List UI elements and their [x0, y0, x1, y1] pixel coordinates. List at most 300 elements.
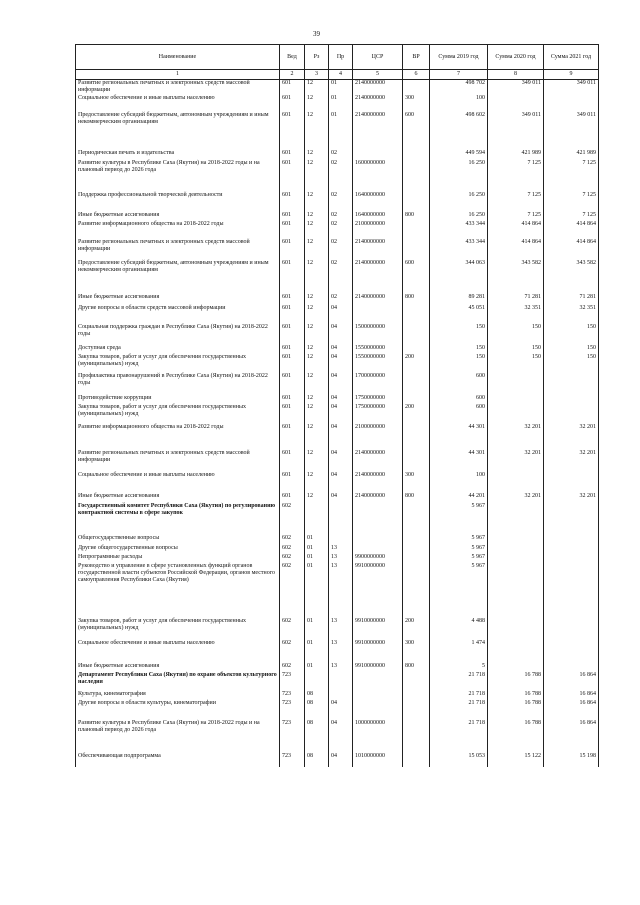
row-pr-cell: 02: [329, 160, 353, 192]
row-rz-cell: 12: [305, 95, 329, 112]
row-sum-2021-cell: [544, 554, 599, 563]
row-rz-cell: 12: [305, 424, 329, 450]
row-ved-cell: 601: [280, 192, 305, 212]
row-sum-2020-cell: 15 122: [488, 753, 544, 767]
row-name-cell: Развитие региональных печатных и электронных средств массовой информации: [76, 450, 280, 472]
row-sum-2019-cell: 600: [430, 404, 488, 424]
table-row: [76, 239, 599, 260]
row-csr-cell: 1750000000: [353, 395, 403, 404]
row-sum-2020-cell: 414 864: [488, 239, 544, 260]
row-sum-2020-cell: [488, 373, 544, 395]
header-index-cell: 7: [430, 70, 488, 80]
row-sum-2019-cell: 5 967: [430, 535, 488, 545]
row-sum-2019-cell: 498 702: [430, 80, 488, 96]
row-sum-2020-cell: [488, 663, 544, 672]
row-csr-cell: [353, 700, 403, 720]
row-pr-cell: [329, 691, 353, 700]
row-sum-2020-cell: 150: [488, 345, 544, 354]
row-rz-cell: 12: [305, 324, 329, 345]
row-name-cell: Доступная среда: [76, 345, 280, 354]
row-ved-cell: 602: [280, 545, 305, 554]
row-csr-cell: 2140000000: [353, 239, 403, 260]
row-sum-2019-cell: 150: [430, 354, 488, 373]
row-vr-cell: [403, 691, 430, 700]
row-pr-cell: 01: [329, 80, 353, 96]
row-name-cell: Развитие региональных печатных и электронных средств массовой информации: [76, 80, 280, 96]
row-name-cell: Поддержка профессиональной творческой деятельности: [76, 192, 280, 212]
row-ved-cell: 601: [280, 160, 305, 192]
header-index-cell: 5: [353, 70, 403, 80]
row-vr-cell: [403, 160, 430, 192]
row-name-cell: Закупка товаров, работ и услуг для обеспечения государственных (муниципальных) нужд: [76, 404, 280, 424]
row-pr-cell: 02: [329, 294, 353, 305]
table-row: [76, 700, 599, 720]
row-pr-cell: 01: [329, 112, 353, 150]
row-vr-cell: 300: [403, 472, 430, 493]
header-index-row: [76, 70, 599, 80]
header-vr: ВР: [403, 45, 430, 70]
row-pr-cell: [329, 672, 353, 691]
row-rz-cell: 01: [305, 663, 329, 672]
row-csr-cell: 2140000000: [353, 95, 403, 112]
row-sum-2019-cell: 100: [430, 95, 488, 112]
row-sum-2020-cell: [488, 535, 544, 545]
row-ved-cell: 601: [280, 472, 305, 493]
row-rz-cell: 12: [305, 354, 329, 373]
row-pr-cell: 02: [329, 212, 353, 221]
row-pr-cell: 13: [329, 618, 353, 640]
row-vr-cell: [403, 563, 430, 618]
row-sum-2021-cell: 32 201: [544, 493, 599, 503]
row-vr-cell: [403, 324, 430, 345]
row-name-cell: Профилактика правонарушений в Республике Саха (Якутия) на 2018-2022 годы: [76, 373, 280, 395]
row-ved-cell: 601: [280, 80, 305, 96]
row-pr-cell: 04: [329, 354, 353, 373]
row-csr-cell: 1640000000: [353, 192, 403, 212]
row-csr-cell: 1640000000: [353, 212, 403, 221]
row-sum-2020-cell: 71 281: [488, 294, 544, 305]
row-vr-cell: [403, 150, 430, 160]
row-sum-2021-cell: [544, 404, 599, 424]
row-sum-2019-cell: 89 281: [430, 294, 488, 305]
row-sum-2019-cell: 449 594: [430, 150, 488, 160]
row-vr-cell: 600: [403, 260, 430, 294]
row-pr-cell: [329, 503, 353, 535]
row-vr-cell: [403, 239, 430, 260]
row-vr-cell: [403, 345, 430, 354]
row-pr-cell: 04: [329, 324, 353, 345]
table-row: [76, 305, 599, 324]
row-rz-cell: 12: [305, 221, 329, 239]
row-sum-2020-cell: 414 864: [488, 221, 544, 239]
row-sum-2021-cell: [544, 640, 599, 663]
row-sum-2020-cell: [488, 472, 544, 493]
row-rz-cell: 12: [305, 493, 329, 503]
row-rz-cell: 12: [305, 404, 329, 424]
row-vr-cell: 800: [403, 493, 430, 503]
row-pr-cell: 04: [329, 305, 353, 324]
row-rz-cell: 12: [305, 294, 329, 305]
row-sum-2020-cell: 150: [488, 324, 544, 345]
row-ved-cell: 602: [280, 563, 305, 618]
row-sum-2019-cell: 150: [430, 324, 488, 345]
header-index-cell: 1: [76, 70, 280, 80]
row-ved-cell: 723: [280, 700, 305, 720]
row-ved-cell: 601: [280, 424, 305, 450]
row-sum-2020-cell: 32 201: [488, 424, 544, 450]
row-csr-cell: [353, 535, 403, 545]
row-sum-2020-cell: 7 125: [488, 160, 544, 192]
table-row: [76, 150, 599, 160]
row-ved-cell: 601: [280, 450, 305, 472]
row-sum-2020-cell: 349 011: [488, 112, 544, 150]
row-csr-cell: [353, 545, 403, 554]
table-row: [76, 260, 599, 294]
row-name-cell: Социальное обеспечение и иные выплаты населению: [76, 640, 280, 663]
row-vr-cell: 800: [403, 212, 430, 221]
row-sum-2020-cell: 32 201: [488, 450, 544, 472]
row-sum-2021-cell: 32 201: [544, 424, 599, 450]
row-csr-cell: 1600000000: [353, 160, 403, 192]
row-sum-2020-cell: 343 582: [488, 260, 544, 294]
row-vr-cell: [403, 450, 430, 472]
row-sum-2021-cell: [544, 545, 599, 554]
row-sum-2021-cell: [544, 663, 599, 672]
row-sum-2020-cell: 7 125: [488, 192, 544, 212]
table-body: [76, 80, 599, 768]
header-index-cell: 9: [544, 70, 599, 80]
row-ved-cell: 723: [280, 720, 305, 753]
row-sum-2019-cell: 15 053: [430, 753, 488, 767]
row-csr-cell: [353, 691, 403, 700]
row-rz-cell: [305, 503, 329, 535]
row-csr-cell: 2140000000: [353, 294, 403, 305]
table-row: [76, 672, 599, 691]
row-ved-cell: 601: [280, 305, 305, 324]
header-ved: Вед: [280, 45, 305, 70]
table-row: [76, 80, 599, 96]
row-rz-cell: 12: [305, 450, 329, 472]
row-sum-2021-cell: 7 125: [544, 160, 599, 192]
row-name-cell: Социальное обеспечение и иные выплаты населению: [76, 95, 280, 112]
row-sum-2021-cell: 349 011: [544, 112, 599, 150]
table-header: [76, 45, 599, 80]
row-sum-2020-cell: 150: [488, 354, 544, 373]
row-pr-cell: 04: [329, 700, 353, 720]
table-row: [76, 373, 599, 395]
table-row: [76, 618, 599, 640]
row-ved-cell: 601: [280, 112, 305, 150]
row-vr-cell: [403, 424, 430, 450]
row-sum-2019-cell: 5 967: [430, 554, 488, 563]
row-rz-cell: 01: [305, 640, 329, 663]
header-index-cell: 6: [403, 70, 430, 80]
header-index-cell: 2: [280, 70, 305, 80]
row-rz-cell: 12: [305, 345, 329, 354]
row-pr-cell: 13: [329, 563, 353, 618]
row-name-cell: Департамент Республики Саха (Якутия) по охране объектов культурного наследия: [76, 672, 280, 691]
table-row: [76, 450, 599, 472]
row-csr-cell: 1550000000: [353, 345, 403, 354]
row-ved-cell: 601: [280, 493, 305, 503]
header-sum-2019: Сумма 2019 год: [430, 45, 488, 70]
table-row: [76, 160, 599, 192]
table-row: [76, 95, 599, 112]
table-row: [76, 545, 599, 554]
row-ved-cell: 601: [280, 404, 305, 424]
row-sum-2021-cell: 16 864: [544, 720, 599, 753]
row-rz-cell: 08: [305, 720, 329, 753]
row-ved-cell: 602: [280, 618, 305, 640]
row-name-cell: Иные бюджетные ассигнования: [76, 493, 280, 503]
header-csr: ЦСР: [353, 45, 403, 70]
row-rz-cell: 12: [305, 192, 329, 212]
row-sum-2021-cell: 32 201: [544, 450, 599, 472]
row-sum-2019-cell: 4 488: [430, 618, 488, 640]
row-rz-cell: [305, 672, 329, 691]
row-sum-2019-cell: 44 201: [430, 493, 488, 503]
row-sum-2020-cell: 32 201: [488, 493, 544, 503]
row-name-cell: Закупка товаров, работ и услуг для обеспечения государственных (муниципальных) нужд: [76, 618, 280, 640]
row-pr-cell: 04: [329, 493, 353, 503]
row-ved-cell: 723: [280, 753, 305, 767]
row-sum-2020-cell: [488, 545, 544, 554]
row-sum-2019-cell: 5 967: [430, 563, 488, 618]
row-sum-2021-cell: [544, 95, 599, 112]
row-vr-cell: [403, 503, 430, 535]
row-rz-cell: 01: [305, 618, 329, 640]
row-sum-2021-cell: 16 864: [544, 672, 599, 691]
row-vr-cell: [403, 535, 430, 545]
row-ved-cell: 601: [280, 373, 305, 395]
row-sum-2021-cell: 7 125: [544, 212, 599, 221]
row-vr-cell: 200: [403, 354, 430, 373]
table-row: [76, 404, 599, 424]
row-rz-cell: 12: [305, 239, 329, 260]
row-pr-cell: 04: [329, 720, 353, 753]
row-sum-2021-cell: 15 198: [544, 753, 599, 767]
row-csr-cell: 9910000000: [353, 618, 403, 640]
row-ved-cell: 601: [280, 95, 305, 112]
row-name-cell: Развитие информационного общества на 2018-2022 годы: [76, 221, 280, 239]
table-row: [76, 720, 599, 753]
row-vr-cell: [403, 80, 430, 96]
row-sum-2019-cell: 1 474: [430, 640, 488, 663]
row-sum-2019-cell: 344 063: [430, 260, 488, 294]
row-csr-cell: 2140000000: [353, 112, 403, 150]
table-row: [76, 493, 599, 503]
row-ved-cell: 601: [280, 395, 305, 404]
row-name-cell: Развитие информационного общества на 2018-2022 годы: [76, 424, 280, 450]
row-pr-cell: 13: [329, 663, 353, 672]
row-pr-cell: 04: [329, 753, 353, 767]
row-sum-2019-cell: 100: [430, 472, 488, 493]
row-name-cell: Другие вопросы в области средств массовой информации: [76, 305, 280, 324]
row-name-cell: Руководство и управление в сфере установленных функций органов государственной власти субъектов Российской Федерации, органов местного самоуправления Республики Саха (Якутия): [76, 563, 280, 618]
table-row: [76, 345, 599, 354]
row-vr-cell: [403, 305, 430, 324]
row-pr-cell: 04: [329, 472, 353, 493]
row-sum-2020-cell: [488, 563, 544, 618]
row-sum-2021-cell: 349 011: [544, 80, 599, 96]
table-row: [76, 212, 599, 221]
row-rz-cell: 12: [305, 260, 329, 294]
row-sum-2020-cell: [488, 395, 544, 404]
row-pr-cell: 02: [329, 239, 353, 260]
row-sum-2021-cell: [544, 373, 599, 395]
row-pr-cell: 02: [329, 192, 353, 212]
row-rz-cell: 12: [305, 472, 329, 493]
row-sum-2019-cell: 600: [430, 373, 488, 395]
row-sum-2019-cell: 600: [430, 395, 488, 404]
row-csr-cell: [353, 503, 403, 535]
row-sum-2021-cell: [544, 563, 599, 618]
row-ved-cell: 723: [280, 691, 305, 700]
row-csr-cell: 1750000000: [353, 404, 403, 424]
row-rz-cell: 12: [305, 112, 329, 150]
row-rz-cell: 08: [305, 700, 329, 720]
row-vr-cell: [403, 672, 430, 691]
header-pr: Пр: [329, 45, 353, 70]
row-name-cell: Предоставление субсидий бюджетным, автономным учреждениям и иным некоммерческим организациям: [76, 112, 280, 150]
row-sum-2019-cell: 45 051: [430, 305, 488, 324]
row-vr-cell: 300: [403, 95, 430, 112]
row-sum-2019-cell: 5 967: [430, 545, 488, 554]
table-row: [76, 221, 599, 239]
header-sum-2020: Сумма 2020 год: [488, 45, 544, 70]
row-name-cell: Противодействие коррупции: [76, 395, 280, 404]
row-sum-2019-cell: 5: [430, 663, 488, 672]
row-csr-cell: 2140000000: [353, 260, 403, 294]
row-pr-cell: 01: [329, 95, 353, 112]
row-name-cell: Иные бюджетные ассигнования: [76, 294, 280, 305]
row-rz-cell: 01: [305, 535, 329, 545]
row-rz-cell: 12: [305, 150, 329, 160]
table-row: [76, 691, 599, 700]
row-csr-cell: 2100000000: [353, 424, 403, 450]
row-ved-cell: 601: [280, 324, 305, 345]
row-sum-2021-cell: [544, 395, 599, 404]
header-index-cell: 3: [305, 70, 329, 80]
row-ved-cell: 601: [280, 354, 305, 373]
row-sum-2021-cell: 150: [544, 345, 599, 354]
row-sum-2019-cell: 16 250: [430, 212, 488, 221]
row-vr-cell: [403, 554, 430, 563]
row-sum-2021-cell: 150: [544, 324, 599, 345]
row-ved-cell: 602: [280, 503, 305, 535]
row-rz-cell: 12: [305, 395, 329, 404]
row-sum-2020-cell: 16 788: [488, 672, 544, 691]
table-row: [76, 535, 599, 545]
row-sum-2020-cell: 16 788: [488, 700, 544, 720]
page-number: 39: [313, 30, 320, 38]
row-rz-cell: 08: [305, 691, 329, 700]
row-rz-cell: 12: [305, 80, 329, 96]
table-row: [76, 112, 599, 150]
row-pr-cell: 02: [329, 221, 353, 239]
row-rz-cell: 01: [305, 554, 329, 563]
row-sum-2019-cell: 16 250: [430, 192, 488, 212]
row-csr-cell: 9900000000: [353, 554, 403, 563]
row-vr-cell: 600: [403, 112, 430, 150]
row-sum-2020-cell: [488, 618, 544, 640]
row-ved-cell: 601: [280, 150, 305, 160]
row-name-cell: Общегосударственные вопросы: [76, 535, 280, 545]
row-name-cell: Социальное обеспечение и иные выплаты населению: [76, 472, 280, 493]
row-sum-2019-cell: 16 250: [430, 160, 488, 192]
row-sum-2019-cell: 21 718: [430, 720, 488, 753]
row-sum-2021-cell: 7 125: [544, 192, 599, 212]
row-rz-cell: 12: [305, 373, 329, 395]
row-vr-cell: 200: [403, 618, 430, 640]
row-csr-cell: 1000000000: [353, 720, 403, 753]
row-pr-cell: 13: [329, 545, 353, 554]
row-vr-cell: [403, 700, 430, 720]
row-pr-cell: 04: [329, 395, 353, 404]
budget-table: [75, 44, 599, 767]
row-rz-cell: 12: [305, 212, 329, 221]
row-pr-cell: [329, 535, 353, 545]
row-csr-cell: 9910000000: [353, 563, 403, 618]
row-name-cell: Закупка товаров, работ и услуг для обеспечения государственных (муниципальных) нужд: [76, 354, 280, 373]
table-row: [76, 554, 599, 563]
row-pr-cell: 04: [329, 373, 353, 395]
row-ved-cell: 602: [280, 640, 305, 663]
row-sum-2021-cell: 150: [544, 354, 599, 373]
table-row: [76, 753, 599, 767]
row-csr-cell: 9910000000: [353, 640, 403, 663]
row-name-cell: Обеспечивающая подпрограмма: [76, 753, 280, 767]
row-csr-cell: 1550000000: [353, 354, 403, 373]
table-row: [76, 324, 599, 345]
row-csr-cell: 2140000000: [353, 493, 403, 503]
table-row: [76, 395, 599, 404]
row-vr-cell: [403, 221, 430, 239]
row-sum-2019-cell: 44 301: [430, 450, 488, 472]
table-row: [76, 192, 599, 212]
row-sum-2021-cell: [544, 535, 599, 545]
row-sum-2020-cell: [488, 503, 544, 535]
row-ved-cell: 601: [280, 221, 305, 239]
table-row: [76, 563, 599, 618]
row-csr-cell: 1500000000: [353, 324, 403, 345]
header-rz: Рз: [305, 45, 329, 70]
row-sum-2020-cell: [488, 554, 544, 563]
row-name-cell: Другие вопросы в области культуры, кинематографии: [76, 700, 280, 720]
row-name-cell: Иные бюджетные ассигнования: [76, 212, 280, 221]
row-csr-cell: 2140000000: [353, 472, 403, 493]
row-vr-cell: [403, 192, 430, 212]
row-sum-2021-cell: 414 864: [544, 239, 599, 260]
row-vr-cell: 800: [403, 663, 430, 672]
row-sum-2021-cell: 16 864: [544, 691, 599, 700]
row-vr-cell: 800: [403, 294, 430, 305]
row-vr-cell: 300: [403, 640, 430, 663]
row-vr-cell: [403, 395, 430, 404]
row-sum-2019-cell: 433 344: [430, 221, 488, 239]
row-name-cell: Иные бюджетные ассигнования: [76, 663, 280, 672]
row-csr-cell: 2100000000: [353, 221, 403, 239]
row-rz-cell: 12: [305, 305, 329, 324]
row-name-cell: Культура, кинематография: [76, 691, 280, 700]
row-name-cell: Социальная поддержка граждан в Республике Саха (Якутия) на 2018-2022 годы: [76, 324, 280, 345]
row-pr-cell: 02: [329, 150, 353, 160]
row-name-cell: Непрограммные расходы: [76, 554, 280, 563]
row-sum-2020-cell: 16 788: [488, 720, 544, 753]
row-ved-cell: 602: [280, 554, 305, 563]
row-vr-cell: 200: [403, 404, 430, 424]
row-name-cell: Развитие культуры в Республике Саха (Якутия) на 2018-2022 годы и на плановый период до 2026 года: [76, 160, 280, 192]
